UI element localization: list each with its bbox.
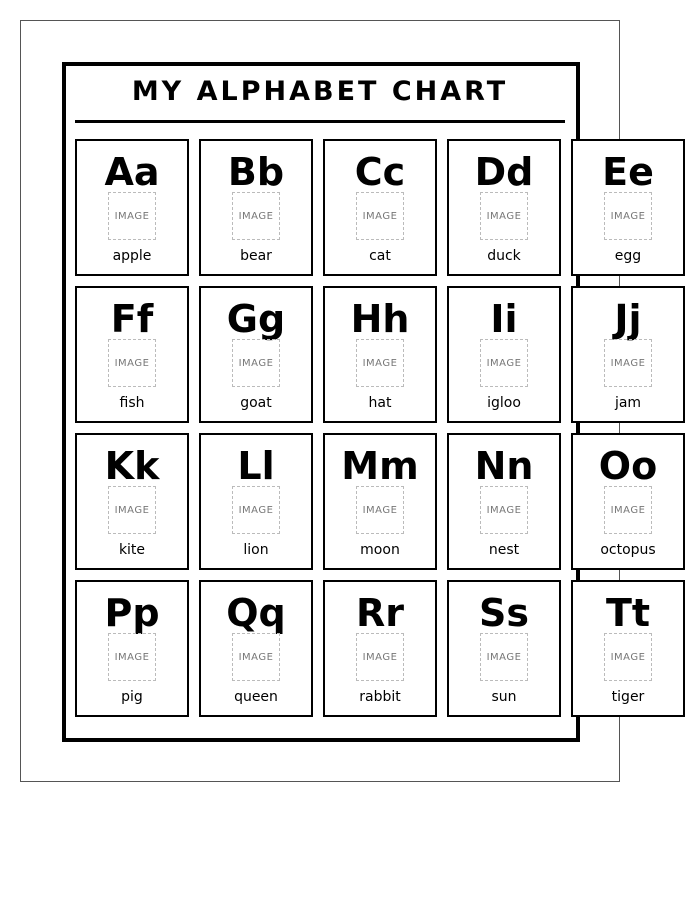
page-title: MY ALPHABET CHART <box>131 76 509 107</box>
image-placeholder: IMAGE <box>604 192 652 240</box>
card-word: cat <box>369 248 391 264</box>
letter-card <box>199 580 313 717</box>
letter-card <box>199 286 313 423</box>
letter-pair: Tt <box>605 591 651 635</box>
card-word: bear <box>240 248 272 264</box>
letter-pair: Gg <box>226 297 286 341</box>
letter-card <box>571 580 685 717</box>
letter-pair: Qq <box>226 591 286 635</box>
card-word: lion <box>243 542 269 558</box>
image-placeholder: IMAGE <box>356 486 404 534</box>
letter-card <box>323 139 437 276</box>
image-placeholder: IMAGE <box>108 339 156 387</box>
letter-card <box>323 580 437 717</box>
image-placeholder: IMAGE <box>480 192 528 240</box>
letter-card <box>447 580 561 717</box>
letter-pair: Hh <box>350 297 410 341</box>
card-word: nest <box>488 542 520 558</box>
letter-pair: Ff <box>110 297 154 341</box>
letter-pair: Dd <box>474 150 534 194</box>
image-placeholder: IMAGE <box>232 192 280 240</box>
letter-pair: Ll <box>237 444 275 488</box>
image-placeholder: IMAGE <box>232 486 280 534</box>
card-word: octopus <box>600 542 656 558</box>
card-word: duck <box>487 248 521 264</box>
image-placeholder: IMAGE <box>480 339 528 387</box>
image-placeholder: IMAGE <box>108 633 156 681</box>
image-placeholder: IMAGE <box>480 486 528 534</box>
letter-pair: Pp <box>104 591 160 635</box>
letter-pair: Rr <box>355 591 404 635</box>
letter-card <box>323 286 437 423</box>
letter-card <box>447 433 561 570</box>
letter-pair: Nn <box>474 444 534 488</box>
letter-card <box>75 139 189 276</box>
letter-card <box>199 433 313 570</box>
image-placeholder: IMAGE <box>232 633 280 681</box>
image-placeholder: IMAGE <box>604 486 652 534</box>
image-placeholder: IMAGE <box>356 633 404 681</box>
card-word: moon <box>360 542 400 558</box>
letter-card <box>323 433 437 570</box>
letter-card <box>75 433 189 570</box>
card-word: queen <box>234 689 278 705</box>
image-placeholder: IMAGE <box>232 339 280 387</box>
image-placeholder: IMAGE <box>356 192 404 240</box>
letter-card <box>571 139 685 276</box>
image-placeholder: IMAGE <box>108 486 156 534</box>
card-word: sun <box>491 689 517 705</box>
card-word: pig <box>121 689 143 705</box>
card-word: jam <box>614 395 642 411</box>
letter-pair: Ss <box>479 591 529 635</box>
image-placeholder: IMAGE <box>604 633 652 681</box>
image-placeholder: IMAGE <box>108 192 156 240</box>
letter-pair: Oo <box>598 444 658 488</box>
letter-pair: Ii <box>490 297 518 341</box>
letter-card <box>75 580 189 717</box>
card-word: hat <box>368 395 392 411</box>
card-word: apple <box>112 248 152 264</box>
image-placeholder: IMAGE <box>480 633 528 681</box>
letter-card <box>447 286 561 423</box>
image-placeholder: IMAGE <box>604 339 652 387</box>
letter-pair: Cc <box>354 150 406 194</box>
card-word: rabbit <box>359 689 401 705</box>
card-word: egg <box>614 248 642 264</box>
title-divider <box>75 120 565 123</box>
letter-card <box>571 286 685 423</box>
letter-pair: Ee <box>602 150 654 194</box>
letter-card <box>571 433 685 570</box>
letter-card <box>447 139 561 276</box>
alphabet-grid <box>75 139 685 717</box>
card-word: fish <box>119 395 145 411</box>
card-word: goat <box>240 395 272 411</box>
card-word: igloo <box>487 395 521 411</box>
letter-pair: Aa <box>104 150 160 194</box>
letter-pair: Mm <box>341 444 419 488</box>
card-word: kite <box>118 542 146 558</box>
letter-card <box>199 139 313 276</box>
letter-pair: Jj <box>614 297 642 341</box>
letter-pair: Kk <box>104 444 160 488</box>
card-word: tiger <box>611 689 645 705</box>
letter-card <box>75 286 189 423</box>
letter-pair: Bb <box>227 150 285 194</box>
image-placeholder: IMAGE <box>356 339 404 387</box>
